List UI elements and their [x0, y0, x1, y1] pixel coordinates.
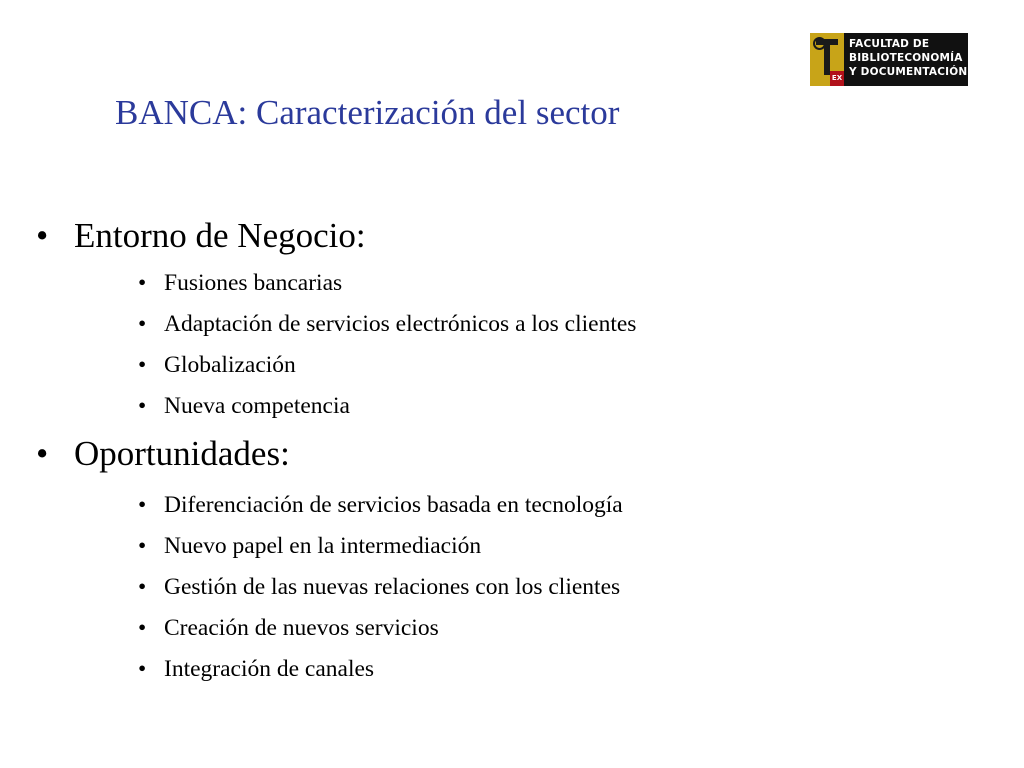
bullet-icon: • — [138, 393, 147, 419]
list-item — [138, 352, 296, 379]
list-item-text: Integración de canales — [164, 656, 375, 682]
section-heading-text: Oportunidades: — [74, 434, 290, 473]
list-item — [138, 615, 439, 642]
bullet-icon: • — [138, 656, 147, 682]
list-item — [138, 574, 620, 601]
bullet-icon: • — [138, 533, 147, 559]
emblem-tag: EX — [830, 71, 844, 86]
logo-line-2: BIBLIOTECONOMÍA — [849, 52, 963, 64]
list-item — [138, 492, 623, 519]
section-heading-text: Entorno de Negocio: — [74, 216, 366, 255]
list-item — [138, 533, 481, 560]
bullet-icon: • — [138, 574, 147, 600]
list-item — [138, 393, 350, 420]
list-item-text: Creación de nuevos servicios — [164, 615, 439, 641]
section-heading-entorno — [36, 216, 366, 256]
list-item-text: Nueva competencia — [164, 393, 350, 419]
list-item-text: Adaptación de servicios electrónicos a los clientes — [164, 311, 637, 337]
list-item-text: Fusiones bancarias — [164, 270, 343, 296]
section-heading-oportunidades — [36, 434, 290, 474]
bullet-icon: • — [138, 352, 147, 378]
list-item-text: Diferenciación de servicios basada en tecnología — [164, 492, 623, 518]
list-item — [138, 311, 636, 338]
logo-line-3: Y DOCUMENTACIÓN — [849, 66, 968, 78]
list-item-text: Gestión de las nuevas relaciones con los clientes — [164, 574, 621, 600]
bullet-icon: • — [138, 615, 147, 641]
bullet-icon: • — [138, 492, 147, 518]
list-item — [138, 656, 374, 683]
logo-line-1: FACULTAD DE — [849, 38, 930, 50]
bullet-icon: • — [138, 270, 147, 296]
list-item-text: Nuevo papel en la intermediación — [164, 533, 482, 559]
list-item — [138, 270, 342, 297]
bullet-icon: • — [36, 434, 49, 473]
bullet-icon: • — [36, 216, 49, 255]
slide-title: BANCA: Caracterización del sector — [115, 93, 620, 132]
list-item-text: Globalización — [164, 352, 296, 378]
bullet-icon: • — [138, 311, 147, 337]
